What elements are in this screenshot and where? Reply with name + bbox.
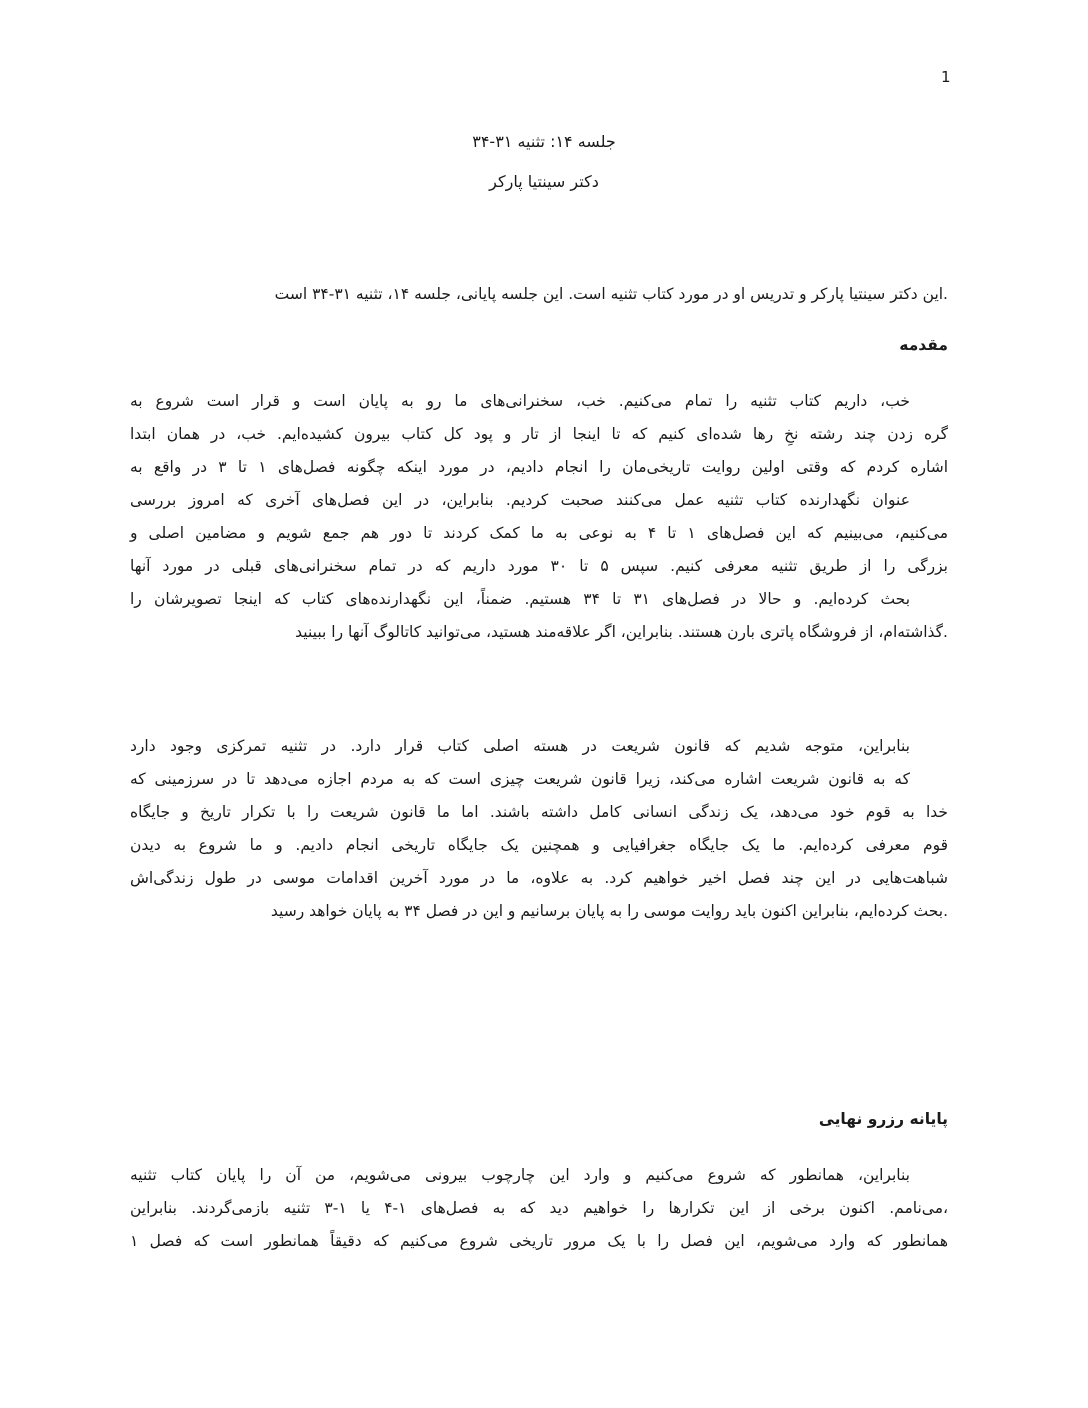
author-name: دکتر سینتیا پارکر [489,172,599,191]
paragraph-line: اشاره کردم که وقتی اولین روایت تاریخی‌مان را انجام دادیم، در مورد اینکه چگونه فصل‌های ۱ تا ۳ در واقع به [130,458,949,476]
heading-introduction: مقدمه [899,336,948,354]
intro-line-block [130,278,948,311]
page-number: 1 [941,68,951,86]
paragraph-line: بزرگی را از طریق تثنیه معرفی کنیم. سپس ۵ تا ۳۰ مورد داریم که در تمام سخنرانی‌های قبلی در مورد آنها [130,557,948,575]
paragraph-line: که به قانون شریعت اشاره می‌کند، زیرا قانون شریعت چیزی است که به مردم اجازه می‌دهد تا در سرزمینی که [130,770,910,788]
paragraph-line: گره زدن چند رشته نخِ رها شده‌ای کنیم که تا اینجا از تار و پود کل کتاب بیرون کشیده‌ایم. خب، در همان ابتدا [130,425,948,443]
paragraph-line: عنوان نگهدارنده کتاب تثنیه عمل می‌کنند صحبت کردیم. بنابراین، در این فصل‌های آخری که امروز بررسی [130,491,910,509]
paragraph-line: شباهت‌هایی در این چند فصل اخیر خواهیم کرد. به علاوه، ما در مورد آخرین اقدامات موسی در طول زندگی‌اش [130,869,948,887]
paragraph-line: بحث کرده‌ایم. و حالا در فصل‌های ۳۱ تا ۳۴ هستیم. ضمناً، این نگهدارنده‌های کتاب که اینجا تصویرشان را [130,590,911,608]
paragraph-3 [130,1159,948,1258]
paragraph-line: .گذاشته‌ام، از فروشگاه پاتری بارن هستند. بنابراین، اگر علاقه‌مند هستید، می‌توانید کاتالوگ آنها را ببینید [295,623,948,641]
intro-line: .این دکتر سینتیا پارکر و تدریس او در مورد کتاب تثنیه است. این جلسه پایانی، جلسه ۱۴، تثنیه ۳۱-۳۴ است [274,285,948,303]
paragraph-line: خدا به قوم خود می‌دهد، یک زندگی انسانی کامل داشته باشند. اما ما قانون شریعت را با تکرار تاریخ و جایگاه [130,803,948,821]
paragraph-line: می‌کنیم، می‌بینیم که این فصل‌های ۱ تا ۴ به نوعی به ما کمک کردند تا دور هم جمع شویم و مضامین اصلی و [130,524,948,542]
paragraph-line: قوم معرفی کرده‌ایم. ما یک جایگاه جغرافیایی و همچنین یک جایگاه تاریخی انجام دادیم. و ما شروع به دیدن [130,836,948,854]
paragraph-1 [130,385,948,649]
paragraph-line: بنابراین، متوجه شدیم که قانون شریعت در هسته اصلی کتاب قرار دارد. در تثنیه تمرکزی وجود دارد [130,737,910,755]
paragraph-line: بنابراین، همانطور که شروع می‌کنیم و وارد این چارچوب بیرونی می‌شویم، من آن را پایان کتاب تثنیه [130,1166,910,1184]
paragraph-line: همانطور که وارد می‌شویم، این فصل را با یک مرور تاریخی شروع می‌کنیم که دقیقاً همانطور است که فصل ۱ [130,1232,948,1250]
document-title: جلسه ۱۴: تثنیه ۳۱-۳۴ [472,132,616,151]
heading-final-bookend: پایانه رزرو نهایی [818,1110,948,1128]
paragraph-2 [130,730,948,928]
paragraph-line: خب، داریم کتاب تثنیه را تمام می‌کنیم. خب، سخنرانی‌های ما رو به پایان است و قرار است شروع به [130,392,910,410]
paragraph-line: ،می‌نامم. اکنون برخی از این تکرارها را خواهیم دید که به فصل‌های ۱-۴ یا ۱-۳ تثنیه بازمی‌گردند. بنابراین [130,1199,949,1217]
title-block [0,126,1088,206]
paragraph-line: .بحث کرده‌ایم، بنابراین اکنون باید روایت موسی را به پایان برسانیم و این در فصل ۳۴ به پایان خواهد رسید [270,902,948,920]
